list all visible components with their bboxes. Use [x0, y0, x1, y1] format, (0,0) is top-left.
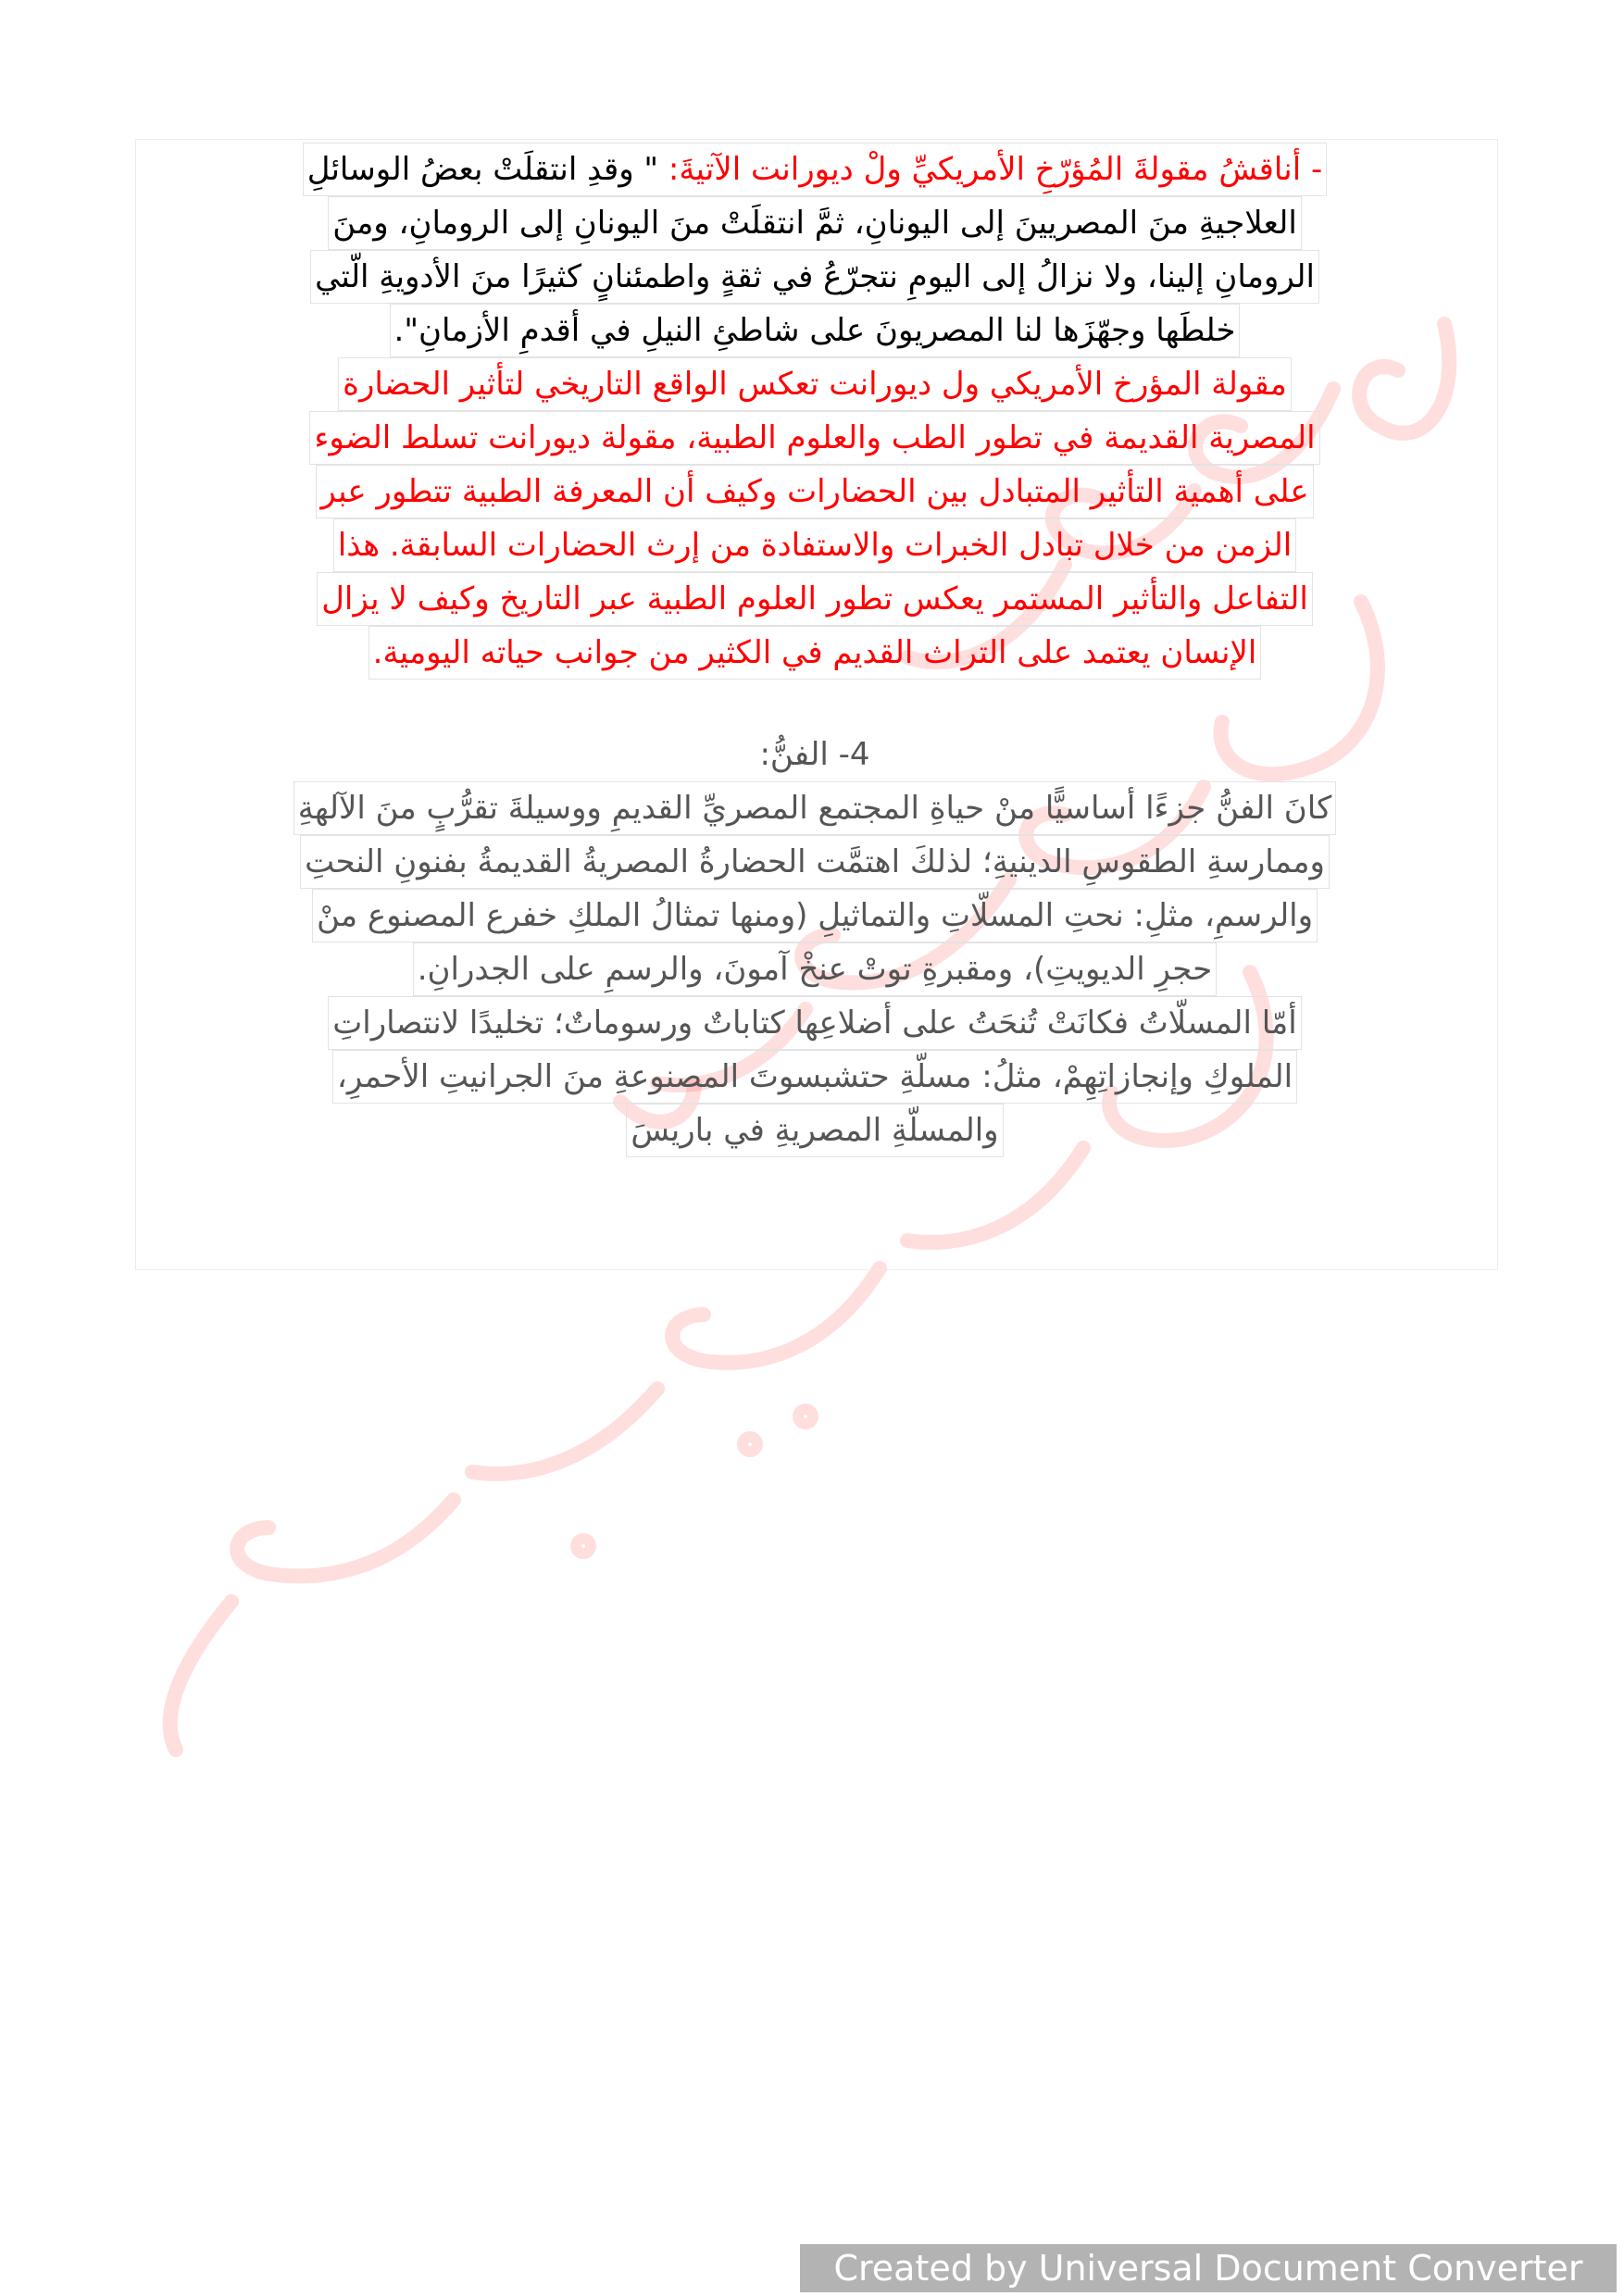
answer-line: على أهمية التأثير المتبادل بين الحضارات وكيف أن المعرفة الطبية تتطور عبر: [316, 465, 1313, 518]
page-text: [148, 143, 1481, 1157]
question-line: العلاجيةِ منَ المصريينَ إلى اليونانِ، ثمَّ انتقلَتْ منَ اليونانِ إلى الرومانِ، ومنَ: [328, 196, 1302, 250]
section-gap: [148, 680, 1481, 728]
question-line: الرومانِ إلينا، ولا نزالُ إلى اليومِ نتجرّعُ في ثقةٍ واطمئنانٍ كثيرًا منَ الأدويةِ الّتي: [310, 250, 1319, 304]
question-line: [303, 143, 1328, 196]
section-line: أمّا المسلّاتُ فكانَتْ تُنحَتُ على أضلاعِها كتاباتٌ ورسوماتٌ؛ تخليدًا لانتصاراتِ: [328, 996, 1301, 1050]
answer-line: الإنسان يعتمد على التراث القديم في الكثير من جوانب حياته اليومية.: [369, 626, 1262, 680]
answer-line: مقولة المؤرخ الأمريكي ول ديورانت تعكس الواقع التاريخي لتأثير الحضارة: [338, 357, 1292, 411]
answer-line: الزمن من خلال تبادل الخبرات والاستفادة من إرث الحضارات السابقة. هذا: [333, 518, 1296, 572]
answer-line: التفاعل والتأثير المستمر يعكس تطور العلوم الطبية عبر التاريخ وكيف لا يزال: [317, 572, 1313, 626]
converter-badge: Created by Universal Document Converter: [800, 2244, 1617, 2292]
section-heading: 4- الفنُّ:: [755, 728, 874, 781]
section-line: والرسمِ، مثلِ: نحتِ المسلّاتِ والتماثيلِ (ومنها تمثالُ الملكِ خفرع المصنوع منْ: [312, 889, 1318, 942]
section-line: وممارسةِ الطقوسِ الدينيةِ؛ لذلكَ اهتمَّت الحضارةُ المصريةُ القديمةُ بفنونِ النحتِ: [300, 835, 1330, 889]
question-text: " وقدِ انتقلَتْ بعضُ الوسائلِ: [306, 151, 659, 188]
section-line: كانَ الفنُّ جزءًا أساسيًّا منْ حياةِ المجتمع المصريِّ القديمِ ووسيلةَ تقرُّبٍ منَ الآلهةِ: [294, 781, 1337, 835]
section-line: الملوكِ وإنجازاتِهِمْ، مثلُ: مسلّةِ حتشبسوتَ المصنوعةِ منَ الجرانيتِ الأحمرِ،: [332, 1050, 1297, 1104]
question-line: خلطَها وجهّزَها لنا المصريونَ على شاطئِ النيلِ في أقدمِ الأزمانِ".: [390, 304, 1241, 357]
section-line: والمسلّةِ المصريةِ في باريسَ: [626, 1104, 1003, 1157]
answer-line: المصرية القديمة في تطور الطب والعلوم الطبية، مقولة ديورانت تسلط الضوء: [309, 411, 1319, 465]
section-line: حجرِ الديويتِ)، ومقبرةِ توتْ عنخْ آمونَ، والرسمِ على الجدرانِ.: [413, 942, 1218, 996]
question-lead: - أناقشُ مقولةَ المُؤرّخِ الأمريكيِّ ولْ ديورانت الآتيةَ:: [668, 151, 1323, 188]
